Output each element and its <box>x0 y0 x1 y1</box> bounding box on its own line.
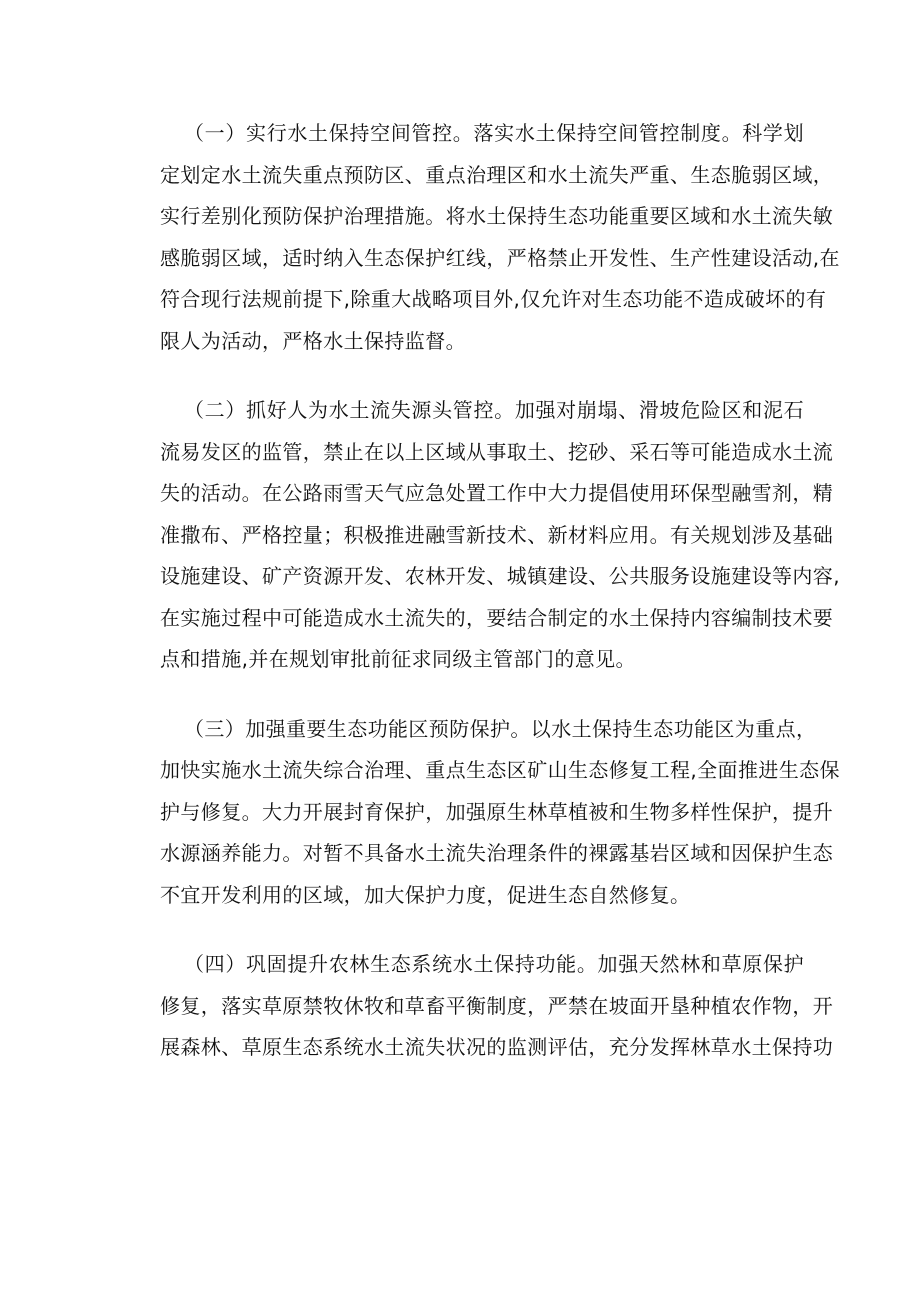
text-line: 设施建设、矿产资源开发、农林开发、城镇建设、公共服务设施建设等内容, <box>160 564 840 588</box>
paragraph-4 <box>160 944 834 1069</box>
text-line: 加快实施水土流失综合治理、重点生态区矿山生态修复工程,全面推进生态保 <box>160 758 840 782</box>
text-line: 符合现行法规前提下,除重大战略项目外,仅允许对生态功能不造成破坏的有 <box>160 287 827 311</box>
text-line: 准撒布、严格控量；积极推进融雪新技术、新材料应用。有关规划涉及基础 <box>160 522 834 547</box>
text-line: 感脆弱区域，适时纳入生态保护红线，严格禁止开发性、生产性建设活动,在 <box>160 245 840 270</box>
text-line: 不宜开发利用的区域，加大保护力度，促进生态自然修复。 <box>160 882 691 907</box>
paragraph-2 <box>160 390 840 681</box>
text-line: （三）加强重要生态功能区预防保护。以水土保持生态功能区为重点， <box>184 716 817 741</box>
text-line: （二）抓好人为水土流失源头管控。加强对崩塌、滑坡危险区和泥石 <box>184 398 804 422</box>
text-line: 展森林、草原生态系统水土流失状况的监测评估，充分发挥林草水土保持功 <box>160 1035 834 1059</box>
paragraph-1 <box>160 113 840 362</box>
text-line: 护与修复。大力开展封育保护，加强原生林草植被和生物多样性保护，提升 <box>160 799 834 824</box>
text-line: 水源涵养能力。对暂不具备水土流失治理条件的裸露基岩区域和因保护生态 <box>160 841 834 865</box>
text-line: 点和措施,并在规划审批前征求同级主管部门的意见。 <box>160 647 636 671</box>
text-line: （四）巩固提升农林生态系统水土保持功能。加强天然林和草原保护 <box>184 952 804 976</box>
text-line: （一）实行水土保持空间管控。落实水土保持空间管控制度。科学划 <box>184 121 804 145</box>
text-line: 在实施过程中可能造成水土流失的，要结合制定的水土保持内容编制技术要 <box>160 605 834 630</box>
text-line: 修复，落实草原禁牧休牧和草畜平衡制度，严禁在坡面开垦种植农作物，开 <box>160 993 834 1018</box>
document-body <box>160 113 840 1097</box>
text-line: 实行差别化预防保护治理措施。将水土保持生态功能重要区域和水土流失敏 <box>160 204 834 228</box>
text-line: 定划定水土流失重点预防区、重点治理区和水土流失严重、生态脆弱区域， <box>160 162 834 187</box>
text-line: 限人为活动，严格水土保持监督。 <box>160 328 466 353</box>
text-line: 流易发区的监管，禁止在以上区域从事取土、挖砂、采石等可能造成水土流 <box>160 439 834 464</box>
text-line: 失的活动。在公路雨雪天气应急处置工作中大力提倡使用环保型融雪剂，精 <box>160 481 834 505</box>
paragraph-3 <box>160 709 840 917</box>
